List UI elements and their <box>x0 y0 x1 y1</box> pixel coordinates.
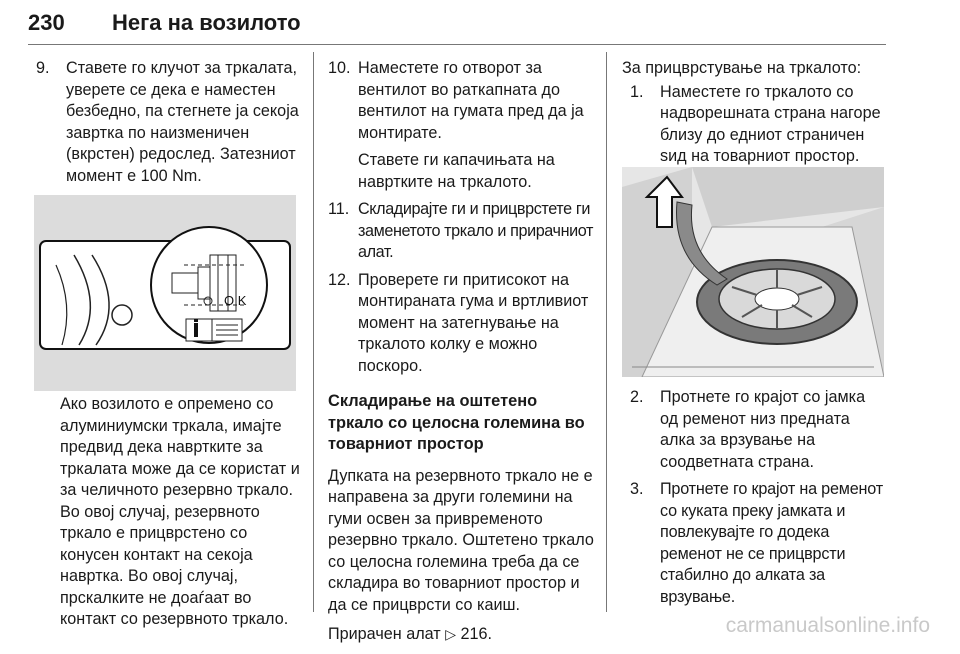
wheel-bolt-illustration <box>34 195 296 391</box>
page-number: 230 <box>28 10 65 35</box>
column-3 <box>622 58 884 174</box>
step-text: Проверете ги притисокот на монтираната гума и вртливиот момент на затегнување на тркалото колку е можно поскоро. <box>358 270 589 375</box>
step-text: Ставете го клучот за тркалата, уверете се дека е наместен безбедно, па стегнете ја секоја завртка по наизменичен (вкрстен) редослед. Затезниот момент е 100 Nm. <box>66 59 299 185</box>
step-number: 3. <box>630 480 644 498</box>
section-heading: Складирање на оштетено тркало со целосна големина во товарниот простор <box>328 392 585 453</box>
step-number: 12. <box>328 270 351 289</box>
step-number: 11. <box>328 200 350 218</box>
figure-label: O K <box>224 293 247 308</box>
column-1 <box>36 58 302 193</box>
paragraph: Дупката на резервното тркало не е направена за други големини на гуми освен за привременото резервно тркало. Оштетено тркало со целосна големина треба да се складира во товарниот простор и да се прицврсти со каиш. <box>328 466 594 614</box>
chapter-title: Нега на возилото <box>112 10 301 35</box>
step-number: 1. <box>630 82 644 101</box>
step-text-2: Ставете ги капачињата на навртките на тркалото. <box>358 151 555 191</box>
page-header <box>28 6 888 46</box>
step-11 <box>328 199 596 264</box>
watermark: carmanualsonline.info <box>725 614 930 637</box>
step-text: Протнете го крајот на ременот со куката преку јамката и повлекувајте го додека ременот не се прицврсти стабилно до алката за врзување. <box>660 480 883 606</box>
step-text: Протнете го крајот со јамка од ременот низ предната алка за врзување на соодветната страна. <box>660 388 866 471</box>
figure-note <box>60 394 306 639</box>
intro-text: За прицврстување на тркалото: <box>622 59 862 77</box>
step-9 <box>36 58 302 187</box>
tool-reference <box>328 624 596 646</box>
column-divider <box>313 52 314 612</box>
step-3 <box>630 479 884 608</box>
step-1 <box>630 82 884 168</box>
column-3-lower <box>630 387 884 614</box>
column-divider <box>606 52 607 612</box>
step-text: Наместете го отворот за вентилот во раткапната до вентилот на гумата пред да ја монтирате. <box>358 59 584 142</box>
step-text: Наместете го тркалото со надворешната страна нагоре близу до едниот страничен ѕид на товарниот простор. <box>660 82 881 165</box>
figure-note-text: Ако возилото е опремено со алуминиумски тркала, имајте предвид дека навртките за тркалата може да се користат и за челичното резервно тркало. Во овој случај, резервното тркало е прицврстено со конусен контакт на секоја навртка. Во овој случај, прскалките не доаѓаат во контакт со резервното тркало. <box>60 395 300 628</box>
page-reference-link[interactable]: 216. <box>460 625 493 643</box>
step-number: 10. <box>328 59 351 77</box>
cross-reference-arrow-icon: ▷ <box>445 626 456 642</box>
step-10 <box>328 58 596 193</box>
step-text: Складирајте ги и прицврстете ги заменетото тркало и прирачниот алат. <box>358 200 594 261</box>
cargo-spare-wheel-illustration <box>622 167 884 377</box>
step-number: 2. <box>630 388 644 406</box>
header-rule <box>28 44 886 45</box>
tool-reference-text: Прирачен алат <box>328 625 441 643</box>
column-2 <box>328 58 596 654</box>
step-12 <box>328 270 596 378</box>
wheel-bolt-figure <box>34 195 296 391</box>
cargo-spare-wheel-figure <box>622 167 884 377</box>
step-number: 9. <box>36 59 50 77</box>
step-2 <box>630 387 884 473</box>
